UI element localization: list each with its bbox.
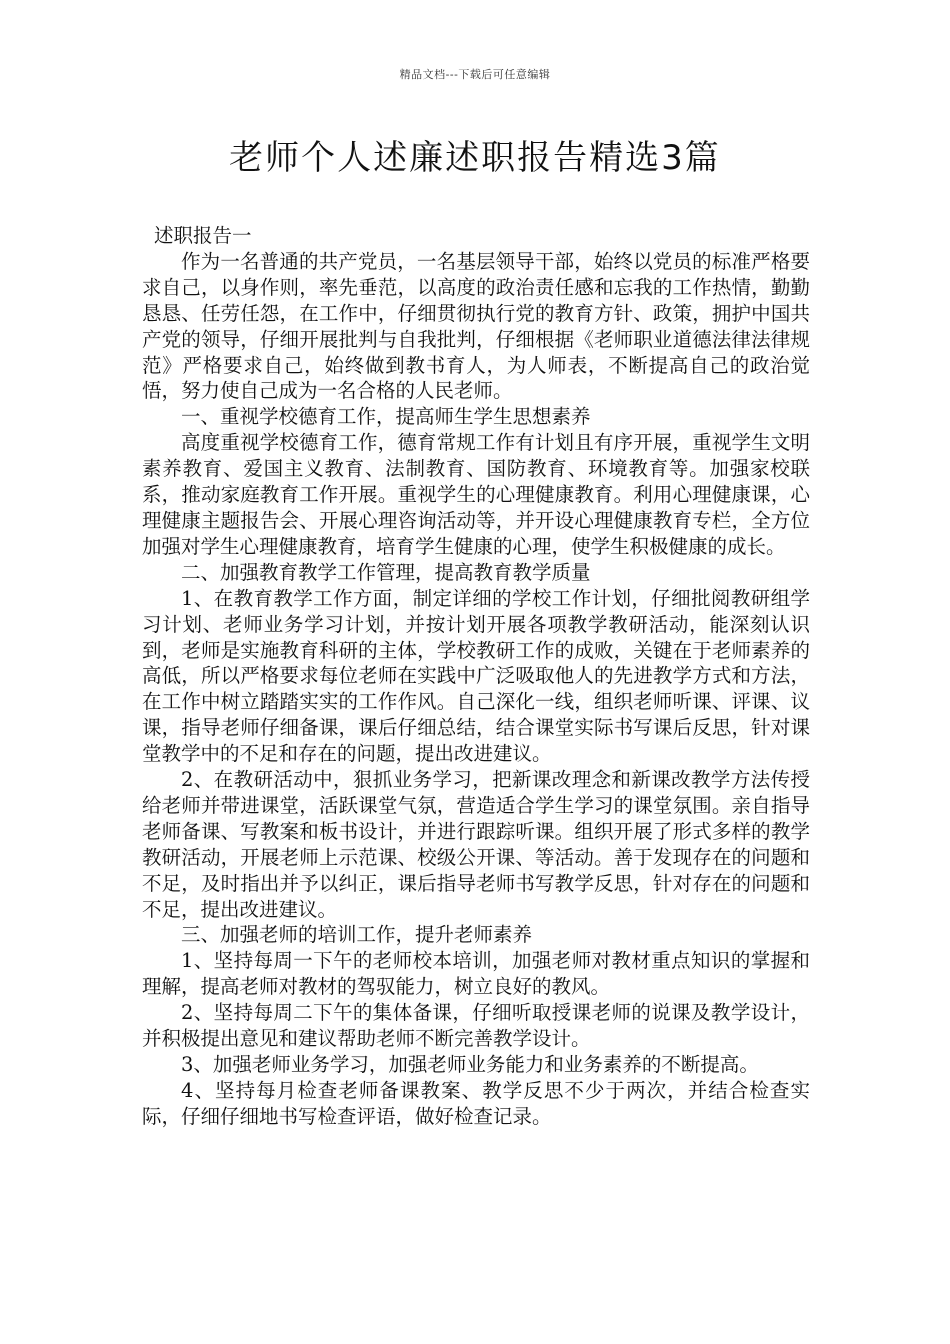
paragraph: 作为一名普通的共产党员，一名基层领导干部，始终以党员的标准严格要求自己，以身作则，率先垂范，以高度的政治责任感和忘我的工作热情，勤勤恳恳、任劳任怨，在工作中，仔细贯彻执行党的教育方针、政策，拥护中国共产党的领导，仔细开展批判与自我批判，仔细根据《老师职业道德法律法律规范》严格要求自己，始终做到教书育人，为人师表，不断提高自己的政治觉悟，努力使自己成为一名合格的人民老师。 <box>142 249 810 403</box>
paragraph: 3、加强老师业务学习，加强老师业务能力和业务素养的不断提高。 <box>181 1053 759 1076</box>
section-heading: 二、加强教育教学工作管理，提高教育教学质量 <box>181 560 591 584</box>
section-heading: 三、加强老师的培训工作，提升老师素养 <box>181 923 533 947</box>
paragraph: 4、坚持每月检查老师备课教案、教学反思不少于两次，并结合检查实际，仔细仔细地书写检查评语，做好检查记录。 <box>142 1078 810 1128</box>
document-body <box>142 223 810 1130</box>
paragraph: 1、坚持每周一下午的老师校本培训，加强老师对教材重点知识的掌握和理解，提高老师对教材的驾驭能力，树立良好的教风。 <box>142 949 810 999</box>
paragraph: 2、在教研活动中，狠抓业务学习，把新课改理念和新课改教学方法传授给老师并带进课堂，活跃课堂气氛，营造适合学生学习的课堂氛围。亲自指导老师备课、写教案和板书设计，并进行跟踪听课。组织开展了形式多样的教学教研活动，开展老师上示范课、校级公开课、等活动。善于发现存在的问题和不足，及时指出并予以纠正，课后指导老师书写教学反思，针对存在的问题和不足，提出改进建议。 <box>142 768 810 921</box>
section-label: 述职报告一 <box>154 224 252 247</box>
paragraph: 2、坚持每周二下午的集体备课，仔细听取授课老师的说课及教学设计，并积极提出意见和建议帮助老师不断完善教学设计。 <box>142 1001 810 1051</box>
paragraph: 1、在教育教学工作方面，制定详细的学校工作计划，仔细批阅教研组学习计划、老师业务学习计划，并按计划开展各项教学教研活动，能深刻认识到，老师是实施教育科研的主体，学校教研工作的成败，关键在于老师素养的高低，所以严格要求每位老师在实践中广泛吸取他人的先进教学方式和方法，在工作中树立踏踏实实的工作作风。自己深化一线，组织老师听课、评课、议课，指导老师仔细备课，课后仔细总结，结合课堂实际书写课后反思，针对课堂教学中的不足和存在的问题，提出改进建议。 <box>142 586 810 766</box>
paragraph: 高度重视学校德育工作，德育常规工作有计划且有序开展，重视学生文明素养教育、爱国主义教育、法制教育、国防教育、环境教育等。加强家校联系，推动家庭教育工作开展。重视学生的心理健康教育。利用心理健康课，心理健康主题报告会、开展心理咨询活动等，并开设心理健康教育专栏，全方位加强对学生心理健康教育，培育学生健康的心理，使学生积极健康的成长。 <box>142 431 810 558</box>
document-title: 老师个人述廉述职报告精选3篇 <box>229 138 721 178</box>
section-heading: 一、重视学校德育工作，提高师生学生思想素养 <box>181 405 591 429</box>
header-note: 精品文档---下载后可任意编辑 <box>399 68 551 81</box>
